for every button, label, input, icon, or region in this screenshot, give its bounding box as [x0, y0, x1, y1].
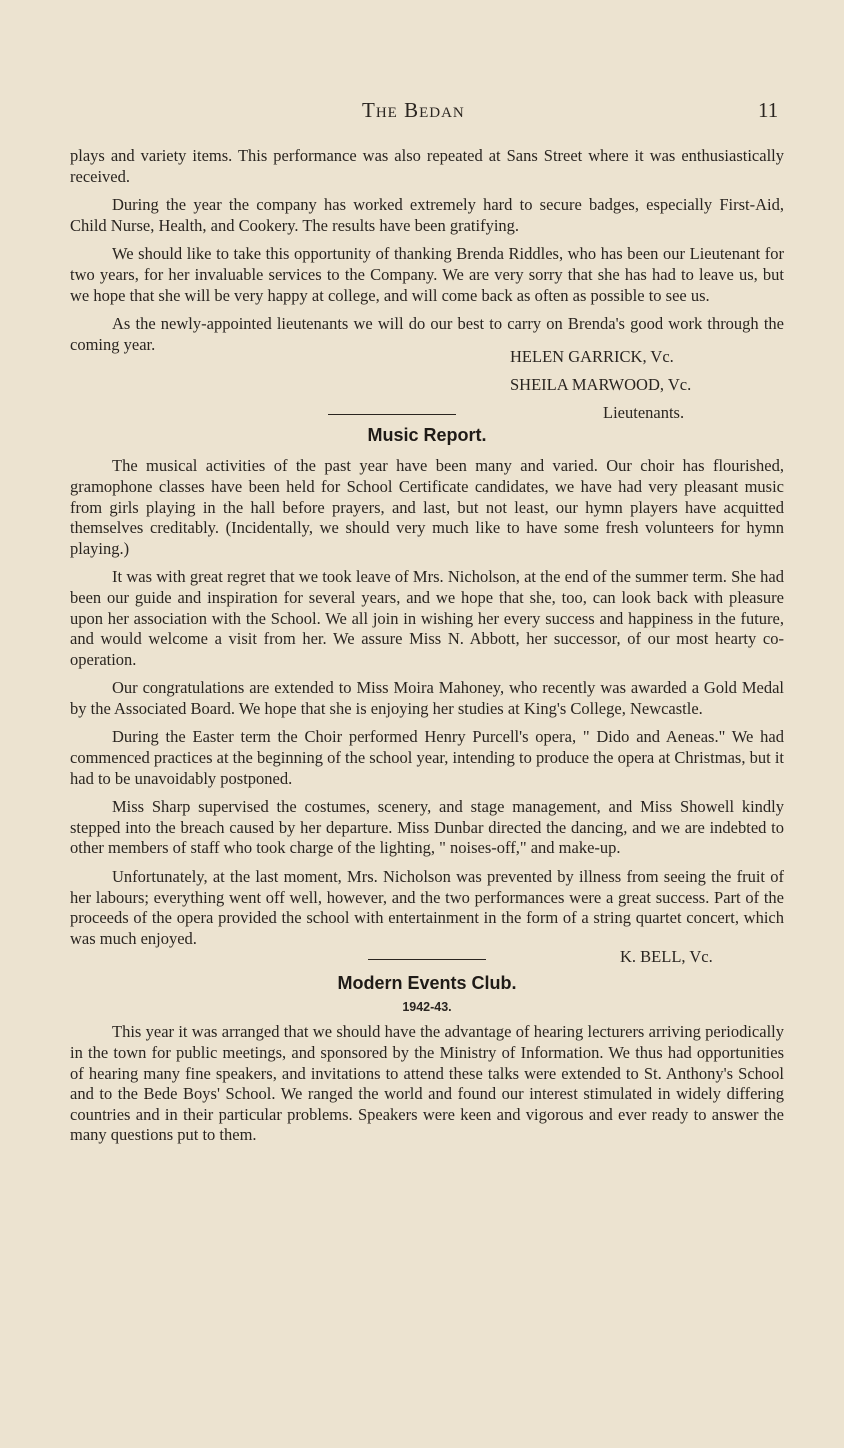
signature-name: K. BELL, Vc. — [620, 947, 713, 967]
journal-title: The Bedan — [362, 98, 465, 122]
signature-role: Lieutenants. — [603, 403, 685, 423]
paragraph: As the newly-appointed lieutenants we will do our best to carry on Brenda's good work through the coming year. — [70, 314, 784, 354]
body-text — [70, 146, 784, 1154]
section-divider — [368, 959, 486, 960]
paragraph: Our congratulations are extended to Miss Moira Mahoney, who recently was awarded a Gold Medal by the Associated Board. We hope that she is enjoying her studies at King's College, Newcastle. — [70, 678, 784, 718]
paragraph: This year it was arranged that we should have the advantage of hearing lecturers arriving periodically in the town for public meetings, and sponsored by the Ministry of Information. We thus had opportunities of hearing many fine speakers, and invitations to attend these talks were extended to St. Anthony's School and to the Bede Boys' School. We ranged the world and found our interest stimulated in widely differing countries and in their particular problems. Speakers were keen and vigorous and ever ready to answer the many questions put to them. — [70, 1022, 784, 1145]
guides-signature-block — [70, 347, 784, 431]
paragraph: Miss Sharp supervised the costumes, scenery, and stage management, and Miss Showell kindly stepped into the breach caused by her departure. Miss Dunbar directed the dancing, and we are indebted to other members of staff who took charge of the lighting, " noises-off," and make-up. — [70, 797, 784, 858]
section-heading-modern-events-club: Modern Events Club. — [337, 973, 517, 994]
section-subheading-year: 1942-43. — [402, 1000, 452, 1015]
paragraph: plays and variety items. This performance was also repeated at Sans Street where it was enthusiastically received. — [70, 146, 784, 186]
section-divider — [328, 414, 456, 415]
music-signature-block — [70, 945, 784, 973]
signature-name: SHEILA MARWOOD, Vc. — [510, 375, 692, 395]
page-number: 11 — [758, 98, 779, 122]
paragraph: During the Easter term the Choir performed Henry Purcell's opera, " Dido and Aeneas." We had commenced practices at the beginning of the school year, intending to produce the opera at Christmas, but it had to be unavoidably postponed. — [70, 727, 784, 788]
paragraph: The musical activities of the past year have been many and varied. Our choir has flourished, gramophone classes have been held for School Certificate candidates, we have had very pleasant music from girls playing in the hall before prayers, and last, but not least, our hymn players have acquitted themselves creditably. (Incidentally, we should very much like to have some fresh volunteers for hymn playing.) — [70, 456, 784, 558]
paragraph: It was with great regret that we took leave of Mrs. Nicholson, at the end of the summer term. She had been our guide and inspiration for several years, and we hope that she, too, can look back with pleasure upon her association with the School. We all join in wishing her every success and happiness in the future, and would welcome a visit from her. We assure Miss N. Abbott, her successor, of our most hearty co-operation. — [70, 567, 784, 669]
section-heading-music-report: Music Report. — [367, 425, 487, 446]
paragraph: We should like to take this opportunity of thanking Brenda Riddles, who has been our Lieutenant for two years, for her invaluable services to the Company. We are very sorry that she has had to leave us, but we hope that she will be very happy at college, and will come back as often as possible to see us. — [70, 244, 784, 305]
running-header — [0, 98, 844, 128]
paragraph: During the year the company has worked extremely hard to secure badges, especially First-Aid, Child Nurse, Health, and Cookery. The results have been gratifying. — [70, 195, 784, 235]
signature-name: HELEN GARRICK, Vc. — [510, 347, 674, 367]
paragraph: Unfortunately, at the last moment, Mrs. Nicholson was prevented by illness from seeing the fruit of her labours; everything went off well, however, and the two performances were a great success. Part of the proceeds of the opera provided the school with entertainment in the form of a string quartet concert, which was much enjoyed. — [70, 867, 784, 948]
